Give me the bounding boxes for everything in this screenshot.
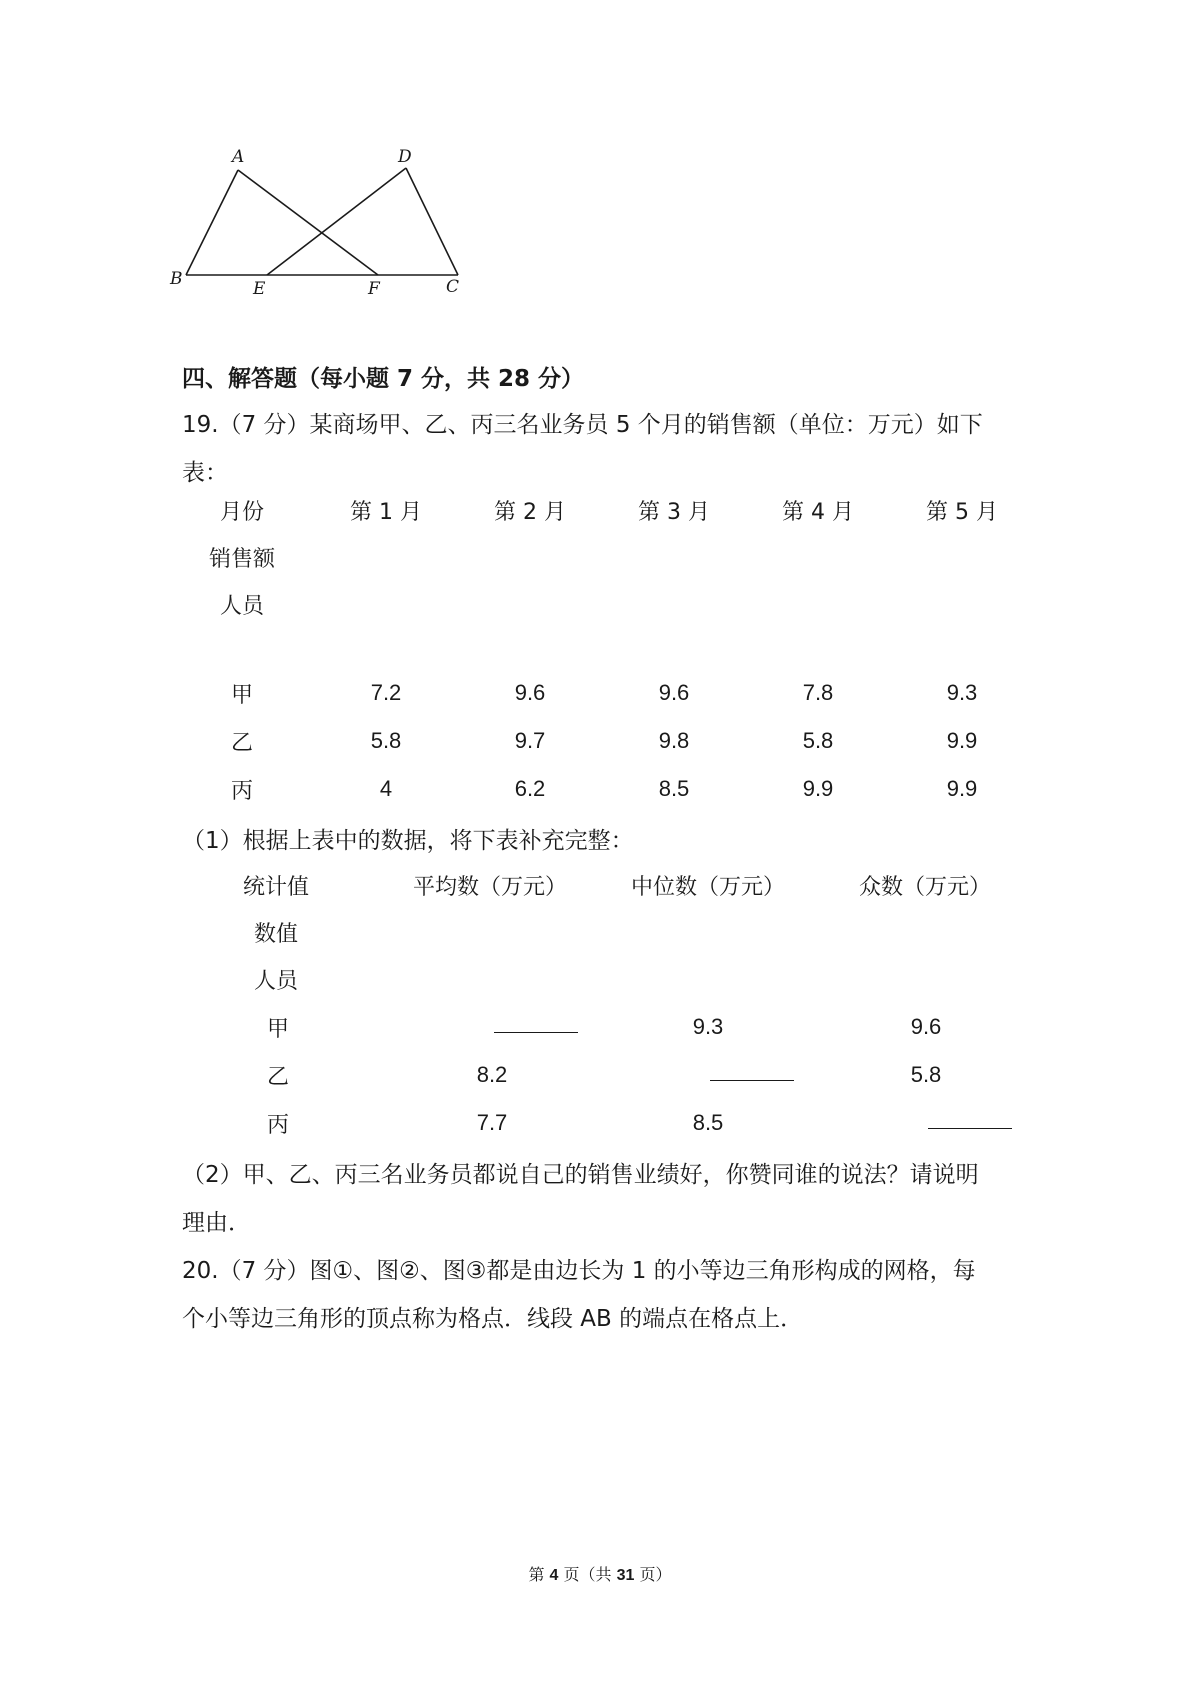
label-e: E [253, 279, 266, 299]
table2-corner-value: 数值 [253, 922, 299, 947]
table1-cell: 9.3 [946, 680, 978, 705]
segment-de [267, 168, 406, 275]
label-c: C [446, 277, 460, 297]
segment-ab [186, 170, 238, 275]
table1-corner-sales: 销售额 [208, 547, 276, 572]
footer-middle: 页（共 [558, 1565, 617, 1584]
table1-corner-month: 月份 [219, 500, 265, 525]
table2-cell: 9.6 [910, 1014, 942, 1039]
answer-blank-median-yi[interactable] [710, 1056, 794, 1087]
triangle-figure [170, 147, 502, 325]
label-d: D [398, 147, 412, 167]
table2-header: 中位数（万元） [630, 875, 786, 900]
table1-header: 第 5 月 [926, 500, 998, 525]
q19-line2: 表： [182, 460, 228, 486]
q19-part2-line1: （2）甲、乙、丙三名业务员都说自己的销售业绩好，你赞同谁的说法？请说明 [182, 1162, 979, 1188]
label-b: B [170, 269, 183, 289]
q19-line1: 19.（7 分）某商场甲、乙、丙三名业务员 5 个月的销售额（单位：万元）如下 [182, 412, 983, 438]
table1-header: 第 1 月 [350, 500, 422, 525]
footer-suffix: 页） [634, 1565, 672, 1584]
table1-cell: 9.9 [946, 776, 978, 801]
label-a: A [232, 147, 245, 167]
table1-cell: 7.2 [370, 680, 402, 705]
table1-header: 第 4 月 [782, 500, 854, 525]
table1-cell: 9.6 [658, 680, 690, 705]
table1-row-name: 丙 [230, 779, 254, 804]
segment-af [238, 170, 378, 275]
table2-header: 平均数（万元） [412, 875, 568, 900]
q20-line2: 个小等边三角形的顶点称为格点．线段 AB 的端点在格点上． [182, 1306, 804, 1332]
table1-header: 第 2 月 [494, 500, 566, 525]
table1-cell: 9.6 [514, 680, 546, 705]
answer-blank-mean-jia[interactable] [494, 1008, 578, 1039]
table1-corner-person: 人员 [219, 594, 265, 619]
table2-row-name: 丙 [266, 1113, 290, 1138]
table1-cell: 4 [379, 776, 393, 801]
table1-cell: 6.2 [514, 776, 546, 801]
table1-cell: 5.8 [802, 728, 834, 753]
table2-cell: 8.2 [476, 1062, 508, 1087]
table1-cell: 8.5 [658, 776, 690, 801]
table1-cell: 9.7 [514, 728, 546, 753]
table2-row-name: 甲 [266, 1017, 290, 1042]
segment-dc [406, 168, 458, 275]
table2-corner-stat: 统计值 [242, 875, 310, 900]
q19-part2-line2: 理由． [182, 1210, 251, 1236]
table1-row-name: 乙 [230, 731, 254, 756]
table1-cell: 9.9 [802, 776, 834, 801]
table2-cell: 7.7 [476, 1110, 508, 1135]
section-heading: 四、解答题（每小题 7 分，共 28 分） [182, 366, 585, 392]
table1-cell: 9.8 [658, 728, 690, 753]
table1-cell: 9.9 [946, 728, 978, 753]
table2-header: 众数（万元） [858, 875, 992, 900]
table1-cell: 7.8 [802, 680, 834, 705]
footer-total-pages: 31 [616, 1567, 635, 1584]
table2-cell: 9.3 [692, 1014, 724, 1039]
table1-cell: 5.8 [370, 728, 402, 753]
label-f: F [368, 279, 380, 299]
answer-blank-mode-bing[interactable] [928, 1104, 1012, 1135]
table2-cell: 8.5 [692, 1110, 724, 1135]
table1-header: 第 3 月 [638, 500, 710, 525]
table2-cell: 5.8 [910, 1062, 942, 1087]
footer-page-number: 4 [549, 1567, 559, 1584]
page-footer [528, 1562, 671, 1585]
q20-line1: 20.（7 分）图①、图②、图③都是由边长为 1 的小等边三角形构成的网格，每 [182, 1258, 976, 1284]
table2-corner-person: 人员 [253, 969, 299, 994]
table1-row-name: 甲 [230, 683, 254, 708]
q19-part1: （1）根据上表中的数据，将下表补充完整： [182, 828, 634, 854]
footer-prefix: 第 [528, 1565, 550, 1584]
table2-row-name: 乙 [266, 1065, 290, 1090]
